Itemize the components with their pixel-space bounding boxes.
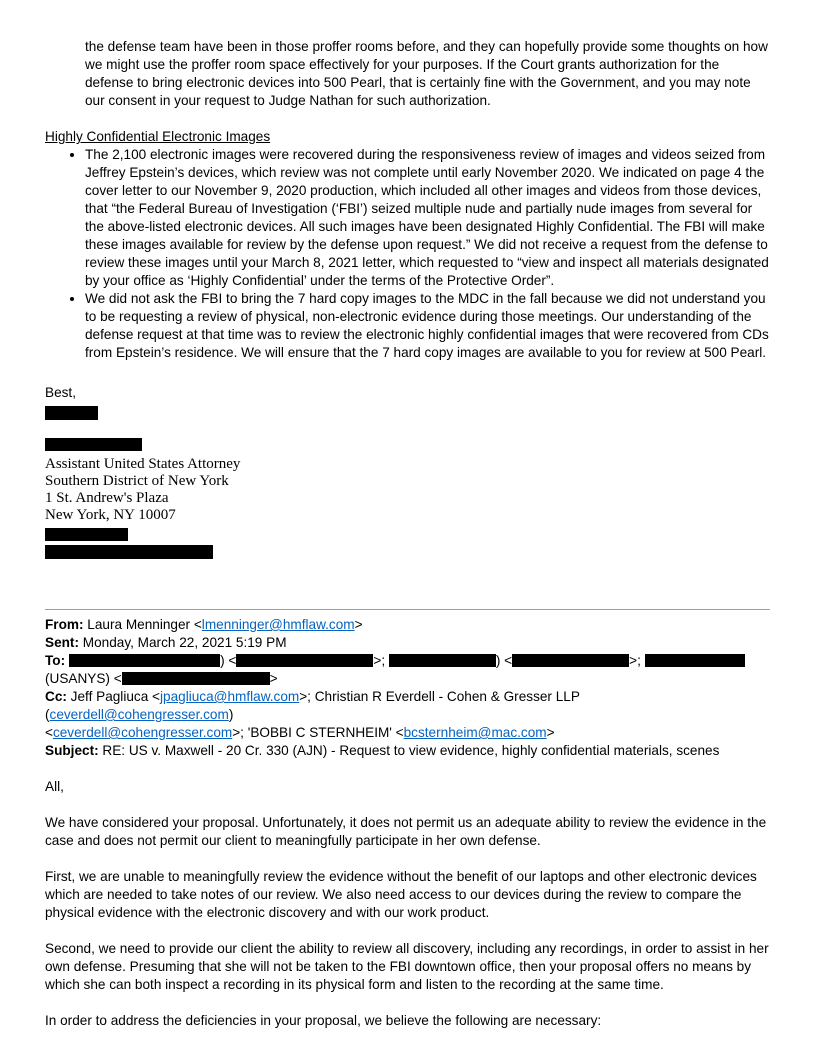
- subject-line: [45, 742, 770, 760]
- to-usanys-text: (USANYS) <: [45, 671, 122, 686]
- redaction-bar-recipient1-email: [236, 654, 373, 667]
- body-paragraph-2: First, we are unable to meaningfully review the evidence without the benefit of our laptops and other electronic devices which are needed to take notes of our review. We also need access to our devices during the review to compare the physical evidence with the electronic discovery and with our work product.: [45, 869, 757, 920]
- cc-text2: >; Christian R Everdell - Cohen & Gresser LLP (: [45, 689, 580, 722]
- to-line: [45, 652, 770, 688]
- redaction-bar-recipient1-name: [69, 654, 220, 667]
- to-close-bracket: >: [269, 671, 278, 686]
- cc-text4: >; 'BOBBI C STERNHEIM' <: [232, 725, 404, 740]
- body-paragraph-1: We have considered your proposal. Unfortunately, it does not permit us an adequate ability to review the evidence in the case and does not permit our client to meaningfully participate in her own defense.: [45, 815, 767, 848]
- cc-line: [45, 688, 770, 742]
- salutation: All,: [45, 779, 64, 794]
- to-separator: ) <: [220, 653, 237, 668]
- redaction-bar-recipient3-email: [122, 672, 270, 685]
- redaction-bar-recipient3-name: [645, 654, 745, 667]
- cc-label: Cc:: [45, 689, 67, 704]
- subject-value: RE: US v. Maxwell - 20 Cr. 330 (AJN) - Request to view evidence, highly confidential materials, scenes: [98, 743, 720, 758]
- cc-email-link-sternheim[interactable]: bcsternheim@mac.com: [403, 725, 547, 740]
- from-line: [45, 616, 770, 634]
- redaction-bar-recipient2-email: [512, 654, 629, 667]
- closing-text: Best,: [45, 385, 76, 400]
- bullet-list: [45, 146, 770, 362]
- cc-email-link-pagliuca[interactable]: jpagliuca@hmflaw.com: [160, 689, 300, 704]
- body-paragraph-3: Second, we need to provide our client the ability to review all discovery, including any recordings, in order to assist in her own defense. Presuming that she will not be taken to the FBI downtown office, then your proposal offers no means by which she can both inspect a recording in its physical form and listen to the recording at the same time.: [45, 941, 769, 992]
- sent-line: [45, 634, 770, 652]
- to-separator: ) <: [495, 653, 513, 668]
- email-body: [45, 778, 770, 1030]
- to-separator: >;: [373, 653, 389, 668]
- redaction-bar-recipient2-name: [389, 654, 496, 667]
- bullet-item-hard-copy-images: • We did not ask the FBI to bring the 7 hard copy images to the MDC in the fall because we did not understand you to be requesting a review of physical, non-electronic evidence during those meetings. Our understanding of the defense request at that time was to review the electronic highly confidential images that were recovered from CDs from Epstein’s residence. We will ensure that the 7 hard copy images are available to you for review at 500 Pearl.: [85, 290, 770, 362]
- cc-email-link-everdell-paren[interactable]: ceverdell@cohengresser.com: [49, 707, 229, 722]
- signature-title: Assistant United States Attorney: [45, 456, 241, 472]
- from-label: From:: [45, 617, 84, 632]
- body-paragraph-4: In order to address the deficiencies in your proposal, we believe the following are necessary:: [45, 1013, 602, 1028]
- quoted-reply-paragraph: the defense team have been in those proffer rooms before, and they can hopefully provide some thoughts on how we might use the proffer room space effectively for your purposes. If the Court grants authorization for the defense to bring electronic devices into 500 Pearl, that is certainly fine with the Government, and you may note our consent in your request to Judge Nathan for such authorization.: [85, 39, 768, 108]
- redaction-bar-sender-name: [45, 406, 98, 420]
- subject-label: Subject:: [45, 743, 99, 758]
- signature-address-line1: 1 St. Andrew's Plaza: [45, 490, 169, 506]
- cc-text3: ): [228, 707, 234, 722]
- bullet-item-electronic-images: • The 2,100 electronic images were recovered during the responsiveness review of images and videos seized from Jeffrey Epstein’s devices, which review was not complete until early November 2020. We indicated on page 4 the cover letter to our November 9, 2020 production, which included all other images and videos from those devices, that “the Federal Bureau of Investigation (‘FBI’) seized multiple nude and partially nude images from several for the above-listed electronic devices. All such images have been designated Highly Confidential. The FBI will make these images available for review by the defense upon request.” We did not receive a request from the defense to review these images until your March 8, 2021 letter, which requested to “view and inspect all materials designated by your office as ‘Highly Confidential’ under the terms of the Protective Order”.: [85, 146, 770, 290]
- cc-open-bracket: <: [45, 725, 53, 740]
- section-heading: Highly Confidential Electronic Images: [45, 129, 271, 144]
- cc-close-bracket: >: [546, 725, 555, 740]
- redaction-bar-email: [45, 545, 213, 559]
- signature-block: [45, 438, 770, 559]
- from-email-link[interactable]: lmenninger@hmflaw.com: [201, 617, 355, 632]
- signature-address-line2: New York, NY 10007: [45, 507, 176, 523]
- to-label: To:: [45, 653, 66, 668]
- sent-label: Sent:: [45, 635, 79, 650]
- email-header: [45, 616, 770, 760]
- to-separator: >;: [629, 653, 645, 668]
- from-close-bracket: >: [354, 617, 363, 632]
- cc-name1: Jeff Pagliuca <: [66, 689, 160, 704]
- from-name: Laura Menninger <: [83, 617, 202, 632]
- signature-office: Southern District of New York: [45, 473, 229, 489]
- redaction-bar-phone: [45, 528, 128, 541]
- cc-email-link-everdell[interactable]: ceverdell@cohengresser.com: [52, 725, 233, 740]
- thread-divider: [45, 609, 770, 610]
- sent-value: Monday, March 22, 2021 5:19 PM: [78, 635, 287, 650]
- redaction-bar-signature-name: [45, 438, 142, 451]
